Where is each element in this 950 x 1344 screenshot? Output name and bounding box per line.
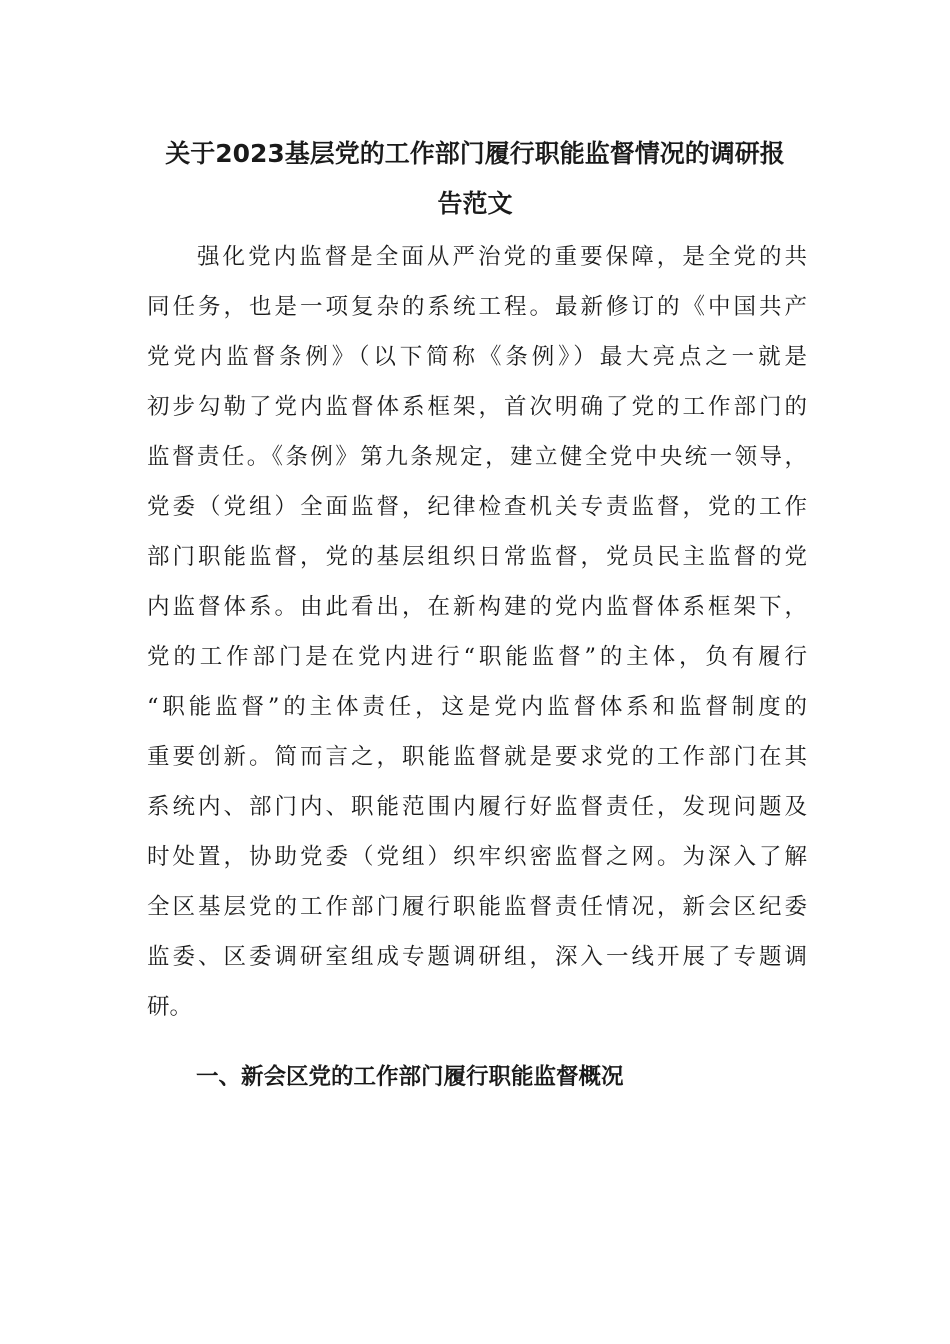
intro-line: 初步勾勒了党内监督体系框架，首次明确了党的工作部门的 [147, 394, 807, 420]
intro-line: 重要创新。简而言之，职能监督就是要求党的工作部门在其 [147, 744, 807, 770]
intro-line: 同任务，也是一项复杂的系统工程。最新修订的《中国共产 [147, 294, 807, 320]
document-title [140, 129, 810, 229]
intro-line: 全区基层党的工作部门履行职能监督责任情况，新会区纪委 [147, 894, 807, 920]
intro-line: 党委（党组）全面监督，纪律检查机关专责监督，党的工作 [147, 494, 807, 520]
title-line-2: 告范文 [437, 189, 513, 218]
intro-line: 系统内、部门内、职能范围内履行好监督责任，发现问题及 [147, 794, 807, 820]
intro-line: 党的工作部门是在党内进行“职能监督”的主体，负有履行 [147, 644, 807, 670]
intro-paragraph [147, 232, 807, 1032]
intro-line: 内监督体系。由此看出，在新构建的党内监督体系框架下， [147, 594, 807, 620]
intro-line: 党党内监督条例》（以下简称《条例》）最大亮点之一就是 [147, 344, 807, 370]
intro-line: 部门职能监督，党的基层组织日常监督，党员民主监督的党 [147, 544, 807, 570]
intro-line: 强化党内监督是全面从严治党的重要保障，是全党的共 [197, 244, 807, 270]
intro-line: 研。 [147, 994, 193, 1020]
title-line-1: 关于2023基层党的工作部门履行职能监督情况的调研报 [165, 139, 785, 168]
intro-line: 监委、区委调研室组成专题调研组，深入一线开展了专题调 [147, 944, 807, 970]
intro-line: 监督责任。《条例》第九条规定，建立健全党中央统一领导， [147, 444, 807, 470]
section-heading: 一、新会区党的工作部门履行职能监督概况 [196, 1064, 624, 1090]
intro-line: 时处置，协助党委（党组）织牢织密监督之网。为深入了解 [147, 844, 807, 870]
intro-line: “职能监督”的主体责任，这是党内监督体系和监督制度的 [147, 694, 807, 720]
